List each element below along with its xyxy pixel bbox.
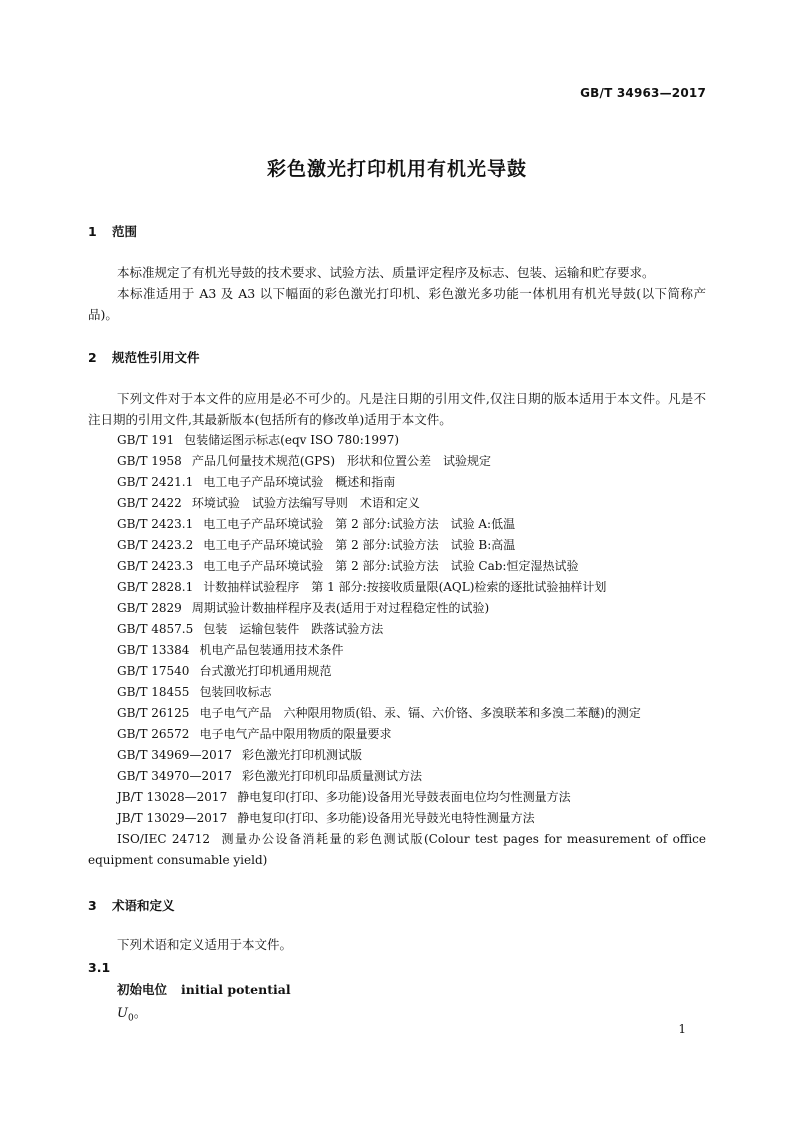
reference-code: GB/T 2829: [117, 601, 182, 615]
term-symbol: [117, 1002, 147, 1024]
reference-code: GB/T 2828.1: [117, 580, 194, 594]
term-number: 3.1: [88, 960, 111, 975]
reference-title: 电子电气产品 六种限用物质(铅、汞、镉、六价铬、多溴联苯和多溴二苯醚)的测定: [199, 706, 641, 720]
reference-item: [88, 745, 706, 766]
section-title: 范围: [112, 224, 138, 239]
reference-code: GB/T 34970—2017: [117, 769, 232, 783]
symbol-end: 。: [133, 1006, 147, 1021]
reference-item: [88, 598, 706, 619]
reference-code: GB/T 191: [117, 433, 175, 447]
reference-code: GB/T 4857.5: [117, 622, 194, 636]
reference-title: 电子电气产品中限用物质的限量要求: [199, 727, 392, 741]
reference-code: GB/T 26572: [117, 727, 190, 741]
reference-title: 机电产品包装通用技术条件: [199, 643, 344, 657]
reference-title: 电工电子产品环境试验 概述和指南: [203, 475, 396, 489]
reference-code: GB/T 1958: [117, 454, 182, 468]
reference-item: [88, 808, 706, 829]
section-title: 规范性引用文件: [112, 350, 200, 365]
scope-paragraph-1: 本标准规定了有机光导鼓的技术要求、试验方法、质量评定程序及标志、包装、运输和贮存要求。: [117, 265, 655, 280]
reference-item: [88, 556, 706, 577]
reference-title: 产品几何量技术规范(GPS) 形状和位置公差 试验规定: [191, 454, 492, 468]
references-intro: 下列文件对于本文件的应用是必不可少的。凡是注日期的引用文件,仅注日期的版本适用于本文件。凡是不注日期的引用文件,其最新版本(包括所有的修改单)适用于本文件。: [88, 391, 706, 427]
reference-item: [88, 787, 706, 808]
section-number: 1: [88, 224, 97, 239]
symbol-main: U: [117, 1006, 128, 1021]
reference-title: 彩色激光打印机印品质量测试方法: [241, 769, 422, 783]
reference-item: [88, 577, 706, 598]
reference-item: [88, 514, 706, 535]
reference-item: [88, 829, 706, 871]
reference-item: [88, 472, 706, 493]
section-number: 2: [88, 350, 97, 365]
reference-title: 静电复印(打印、多功能)设备用光导鼓表面电位均匀性测量方法: [237, 790, 571, 804]
reference-title: 环境试验 试验方法编写导则 术语和定义: [191, 496, 420, 510]
reference-title: 彩色激光打印机测试版: [241, 748, 362, 762]
reference-item: [88, 451, 706, 472]
terms-intro: 下列术语和定义适用于本文件。: [117, 937, 293, 952]
reference-title: 计数抽样试验程序 第 1 部分:按接收质量限(AQL)检索的逐批试验抽样计划: [203, 580, 607, 594]
symbol-subscript: 0: [127, 1013, 134, 1024]
reference-code: ISO/IEC 24712: [117, 832, 211, 846]
reference-code: GB/T 2423.3: [117, 559, 194, 573]
reference-code: GB/T 2423.2: [117, 538, 194, 552]
reference-title: 周期试验计数抽样程序及表(适用于对过程稳定性的试验): [191, 601, 490, 615]
reference-item: [88, 724, 706, 745]
reference-item: [88, 703, 706, 724]
reference-title: 电工电子产品环境试验 第 2 部分:试验方法 试验 B:高温: [203, 538, 516, 552]
section-title: 术语和定义: [112, 898, 175, 913]
reference-list: [88, 430, 706, 871]
page-number: 1: [678, 1022, 686, 1036]
reference-code: JB/T 13028—2017: [117, 790, 228, 804]
reference-item: [88, 661, 706, 682]
reference-title: 台式激光打印机通用规范: [199, 664, 332, 678]
term-name-cn: 初始电位: [117, 982, 168, 997]
reference-code: GB/T 34969—2017: [117, 748, 232, 762]
reference-item: [88, 430, 706, 451]
reference-code: GB/T 18455: [117, 685, 190, 699]
reference-code: GB/T 13384: [117, 643, 190, 657]
reference-title: 包装回收标志: [199, 685, 272, 699]
section-3-heading: [88, 896, 175, 914]
scope-paragraph-2: 本标准适用于 A3 及 A3 以下幅面的彩色激光打印机、彩色激光多功能一体机用有机光导鼓(以下简称产品)。: [88, 286, 706, 322]
reference-code: GB/T 26125: [117, 706, 190, 720]
reference-title: 电工电子产品环境试验 第 2 部分:试验方法 试验 A:低温: [203, 517, 516, 531]
reference-code: GB/T 2423.1: [117, 517, 194, 531]
reference-code: JB/T 13029—2017: [117, 811, 228, 825]
reference-item: [88, 535, 706, 556]
reference-title: 包装储运图示标志(eqv ISO 780:1997): [184, 433, 400, 447]
section-number: 3: [88, 898, 97, 913]
term-name-en: initial potential: [181, 982, 291, 997]
section-1-heading: [88, 222, 137, 240]
reference-item: [88, 619, 706, 640]
standard-code: GB/T 34963—2017: [580, 86, 706, 100]
reference-code: GB/T 2422: [117, 496, 182, 510]
reference-title: 电工电子产品环境试验 第 2 部分:试验方法 试验 Cab:恒定湿热试验: [203, 559, 579, 573]
section-2-heading: [88, 348, 200, 366]
reference-code: GB/T 17540: [117, 664, 190, 678]
reference-item: [88, 766, 706, 787]
reference-title: 静电复印(打印、多功能)设备用光导鼓光电特性测量方法: [237, 811, 535, 825]
reference-title: 包装 运输包装件 跌落试验方法: [203, 622, 384, 636]
reference-item: [88, 493, 706, 514]
reference-title: 测量办公设备消耗量的彩色测试版(Colour test pages for measurement of office equipment consumable yield): [88, 832, 706, 867]
document-title: 彩色激光打印机用有机光导鼓: [266, 158, 527, 180]
reference-item: [88, 640, 706, 661]
reference-code: GB/T 2421.1: [117, 475, 194, 489]
reference-item: [88, 682, 706, 703]
term-name: [117, 980, 291, 998]
